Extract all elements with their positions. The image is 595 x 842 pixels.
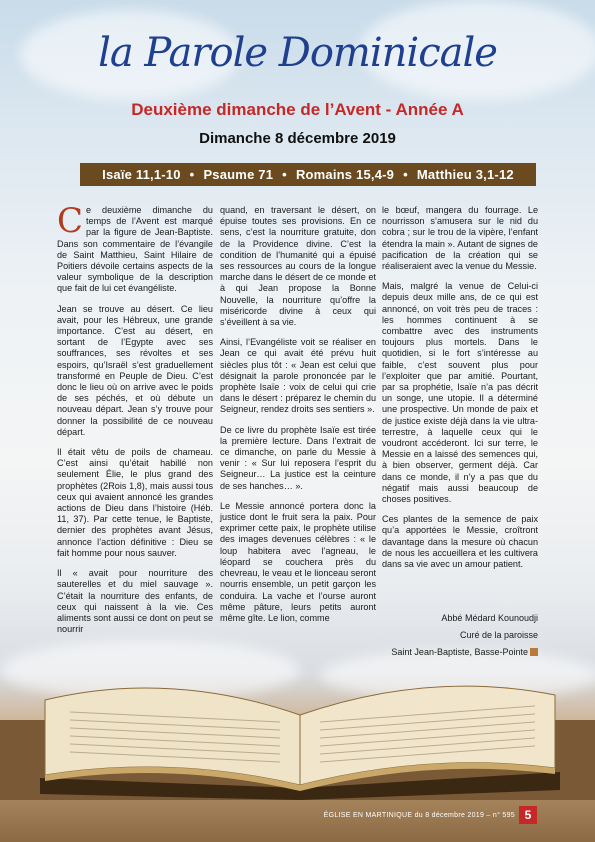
author-role: Curé de la paroisse [459,630,538,640]
paragraph: De ce livre du prophète Isaïe est tirée la première lecture. Dans l’extrait de ce dimanche, on parle du Messie à venir : « Sur lui reposera l’esprit du Seigneur… La justice est la ceinture de ses hanches… ». [220,424,376,491]
parish-line: Saint Jean-Baptiste, Basse-Pointe [382,644,538,661]
reading-reference: Psaume 71 [203,167,274,182]
reading-reference: Matthieu 3,1-12 [416,167,514,182]
sunday-date: Dimanche 8 décembre 2019 [199,130,396,147]
paragraph: le bœuf, mangera du fourrage. Le nourrisson s’amusera sur le nid du cobra ; sur le trou de la vipère, l’enfant étendra la main ». Autant de signes de pacification de la création qui se réaliseraient avec la venue du Messie. [382,205,538,272]
paragraph: Jean se trouve au désert. Ce lieu avait, pour les Hébreux, une grande importance. C’est au désert, en sortant de l’Egypte avec ses souffrances, ses révoltes et ses espoirs, qu’Israël s’est graduellement transformé en Peuple de Dieu. C’est donc le lieu où on arrive avec le poids de ses péchés, et où débute un nouveau départ. Jean s’y trouve pour donner la possibilité de ce nouveau départ. [57,303,213,437]
paragraph: Il était vêtu de poils de chameau. C’est ainsi qu’était habillé non seulement Élie, le plus grand des prophètes (2Rois 1,8), mais aussi tous ceux qui avaient annoncé les grandes actions de Dieu dans l’histoire (Héb. 11, 37). Par cette tenue, le Baptiste, dernier des prophètes avant Jésus, annonce l’action définitive : Dieu se fait homme pour nous sauver. [57,447,213,558]
paragraph: Ces plantes de la semence de paix qu’a apportées le Messie, croîtront davantage dans la mesure où chacun de nous les accueillera et les cultivera dans sa vie avec un amour patient. [382,514,538,570]
masthead-title: la Parole Dominicale [98,30,497,76]
bullet-separator: • [403,167,408,182]
paragraph: Ce deuxième dimanche du temps de l’Avent est marqué par la figure de Jean-Baptiste. Dans son commentaire de l’évangile de Saint Matthieu, Saint Hilaire de Poitiers dévoile certains aspects de la valeur symbolique de la description que fait de lui cet évangéliste. [57,201,213,294]
paragraph: Ainsi, l’Evangéliste voit se réaliser en Jean ce qui avait été prévu huit siècles plus tôt : « Jean est celui que désignait la parole prononcée par le prophète Isaïe : voix de celui qui crie dans le désert : préparez le chemin du Seigneur, rendez droits ses sentiers ». [220,337,376,415]
drop-cap: C [57,201,84,241]
footer-publication: ÉGLISE EN MARTINIQUE du 8 décembre 2019 – n° 595 [323,812,515,819]
paragraph: quand, en traversant le désert, on épuise toutes ses provisions. En ce sens, c’est la nourriture gratuite, don de la Providence divine. C’est la condition de l’humanité qui a épuisé ses ressources au cours de la longue marche dans le désert de ce monde et à qui Jean propose la Bonne Nouvelle, la nourriture qu’offre la miséricorde divine à ceux qui s’éveillent à sa vie. [220,205,376,328]
liturgical-subtitle: Deuxième dimanche de l’Avent - Année A [131,100,464,119]
reading-reference: Isaïe 11,1-10 [102,167,181,182]
article-column-2 [220,205,376,633]
reading-reference: Romains 15,4-9 [295,167,395,182]
open-bible-illustration [0,660,595,800]
bullet-separator: • [189,167,195,182]
page-number: 5 [519,806,537,824]
author-name: Abbé Médard Kounoudji [441,613,538,623]
signature-block [382,610,538,661]
paragraph: Le Messie annoncé portera donc la justice dont le fruit sera la paix. Pour exprimer cette paix, le prophète utilise des images devenues célèbres : « le loup habitera avec l’agneau, le léopard se couchera près du chevreau, le veau et le lionceau seront nourris ensemble, un petit garçon les conduira. La vache et l’ourse auront même pâture, leurs petits auront même gîte. Le lion, comme [220,500,376,623]
bullet-separator: • [282,167,287,182]
readings-references-bar [80,163,536,186]
paragraph: Il « avait pour nourriture des sauterelles et du miel sauvage ». C’était la nourriture des enfants, de ceux qui naissent à la vie. Ces aliments sont aussi ce dont on peut se nourrir [57,568,213,635]
paragraph: Mais, malgré la venue de Celui-ci depuis deux mille ans, de ce qui est annoncé, on voit très peu de traces : les hommes continuent à se combattre avec des instruments toujours plus mortels. Dans le quotidien, si le fort s’intéresse au faible, c’est souvent plus pour l’exploiter que par amitié. Pourtant, par sa prophétie, Isaïe n’a pas décrit un songe, une utopie. Il a déterminé une prospective. Un monde de paix et de justice existe déjà dans la vie ultra-terrestre, à laquelle ceux qui le voudront accéderont. Ici sur terre, le Messie en a laissé des semences qui, à bien observer, germent déjà. Car dans ce monde, il n’y a pas que du négatif mais aussi beaucoup de choses positives. [382,281,538,505]
article-column-1 [57,201,213,644]
end-mark-icon [530,648,538,656]
article-column-3 [382,205,538,579]
